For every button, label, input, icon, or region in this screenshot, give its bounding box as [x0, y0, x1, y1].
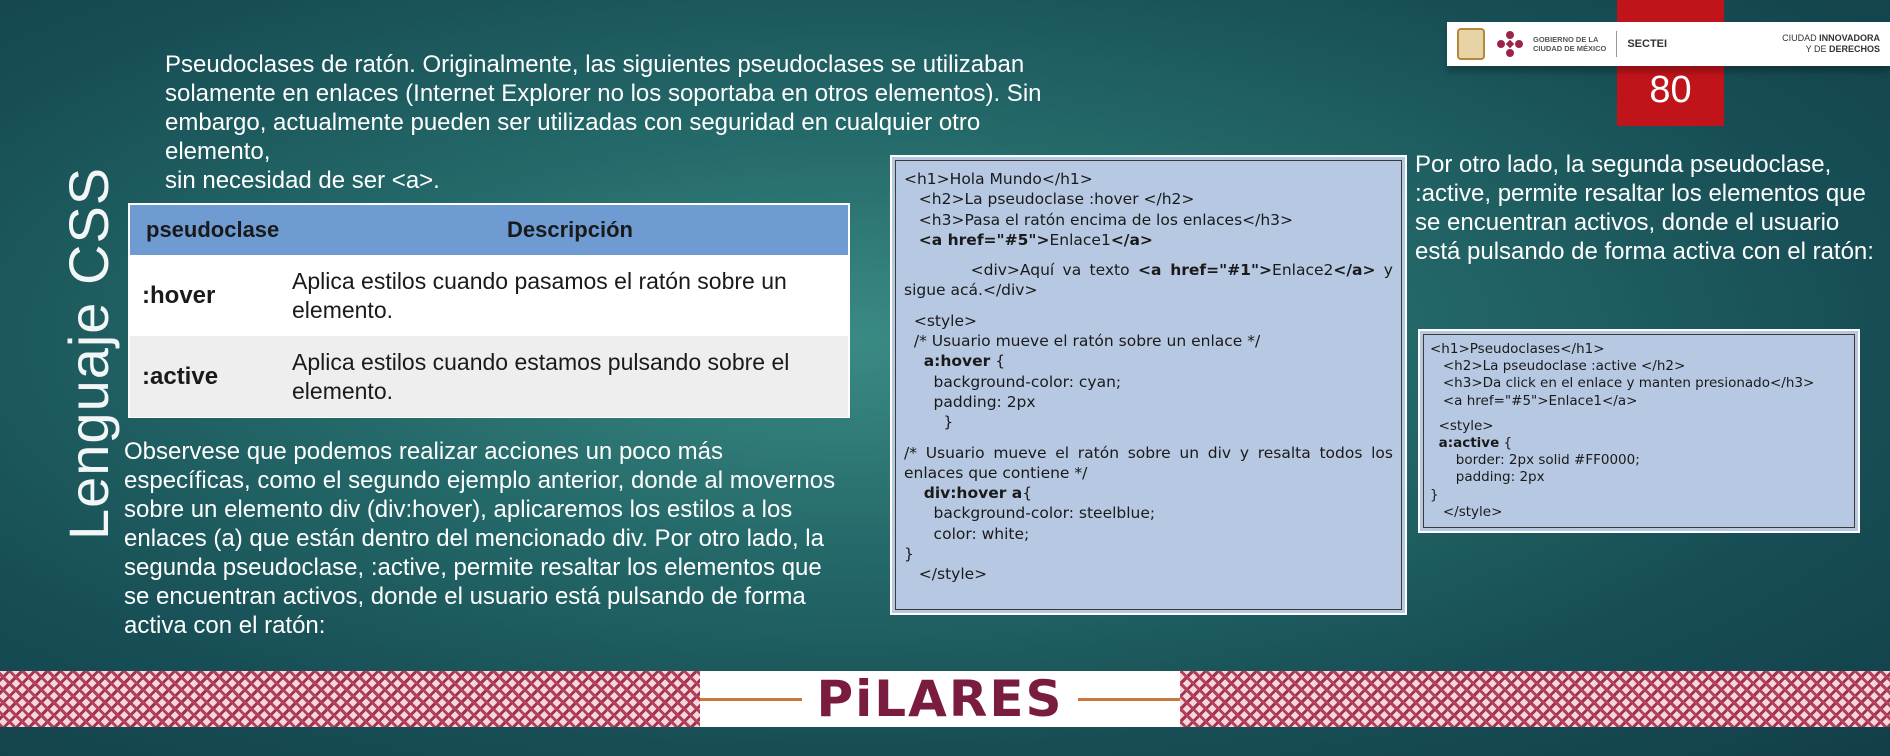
- code-line: }: [904, 545, 914, 564]
- side-title: Lenguaje CSS: [57, 166, 120, 540]
- pseudoclass-name: :active: [142, 363, 219, 390]
- code-line: <h2>La pseudoclase :active </h2>: [1430, 358, 1686, 375]
- table-row: [130, 255, 848, 336]
- code-line: background-color: cyan;: [904, 372, 1122, 391]
- intro-line: Pseudoclases de ratón. Originalmente, las siguientes pseudoclases se utilizaban: [165, 51, 1025, 78]
- city-slogan: CIUDAD INNOVADORA Y DE DERECHOS: [1782, 33, 1880, 54]
- column-header: pseudoclase: [146, 217, 280, 242]
- intro-line: embargo, actualmente pueden ser utilizadas con seguridad en cualquier otro: [165, 109, 981, 136]
- cdmx-logo-icon: [1495, 29, 1525, 59]
- code-line: <style>: [904, 311, 977, 330]
- code-line: <h1>Pseudoclases</h1>: [1430, 341, 1605, 357]
- intro-line: elemento,: [165, 138, 271, 165]
- code-line: }: [904, 413, 954, 432]
- code-line: </style>: [1430, 503, 1503, 520]
- active-explanation: Por otro lado, la segunda pseudoclase, :active, permite resaltar los elementos que se encuentran activos, donde el usuario está pulsando de forma activa con el ratón:: [1415, 151, 1874, 265]
- code-line: div:hover a{: [923, 484, 1033, 503]
- code-line: a:active {: [1438, 435, 1513, 452]
- footer-line: [1078, 698, 1180, 701]
- observation-paragraph: Observese que podemos realizar acciones un poco más específicas, como el segundo ejemplo anterior, donde al movernos sobre un elemento div (div:hover), aplicaremos los estilos a los enlaces (a) que están dentro del mencionado div. Por otro lado, la segunda pseudoclase, :active, permite resaltar los elementos que se encuentran activos, donde el usuario está pulsando de forma activa con el ratón:: [124, 438, 836, 639]
- pseudoclass-description: Aplica estilos cuando estamos pulsando sobre el elemento.: [292, 348, 790, 404]
- pseudoclass-table: [128, 203, 850, 418]
- intro-line: sin necesidad de ser <a>.: [165, 167, 440, 194]
- header-logo-bar: [1447, 22, 1890, 66]
- table-row: [130, 336, 848, 417]
- code-line: /* Usuario mueve el ratón sobre un enlace */: [904, 332, 1261, 351]
- sectei-label: SECTEI: [1627, 38, 1668, 50]
- active-code-example: [1418, 329, 1860, 533]
- code-line: color: white;: [904, 524, 1030, 543]
- pseudoclass-name: :hover: [142, 282, 216, 309]
- code-line: <h2>La pseudoclase :hover </h2>: [904, 190, 1195, 209]
- intro-line: solamente en enlaces (Internet Explorer no los soportaba en otros elementos). Sin: [165, 80, 1042, 107]
- code-line: <div>Aquí va texto <a href="#1">Enlace2</a> y sigue acá.</div>: [904, 261, 1393, 300]
- code-line: padding: 2px: [1430, 469, 1545, 486]
- code-line: a:hover {: [923, 352, 1006, 371]
- column-header: Descripción: [507, 217, 633, 242]
- code-line: <h3>Da click en el enlace y manten presionado</h3>: [1430, 375, 1815, 392]
- code-line: /* Usuario mueve el ratón sobre un div y resalta todos los enlaces que contiene */: [904, 443, 1393, 482]
- code-line: </style>: [904, 565, 988, 584]
- code-line: <h1>Hola Mundo</h1>: [904, 170, 1093, 188]
- hover-code-example: [890, 155, 1407, 615]
- code-line: <a href="#5">Enlace1</a>: [918, 230, 1153, 249]
- code-line: <a href="#5">Enlace1</a>: [1430, 392, 1638, 409]
- code-line: }: [1430, 486, 1439, 503]
- code-line: <h3>Pasa el ratón encima de los enlaces</h3>: [904, 210, 1294, 229]
- government-label: GOBIERNO DE LA CIUDAD DE MÉXICO: [1533, 35, 1607, 53]
- pseudoclass-description: Aplica estilos cuando pasamos el ratón sobre un elemento.: [292, 267, 787, 323]
- code-line: border: 2px solid #FF0000;: [1430, 452, 1640, 469]
- table-header: [130, 205, 848, 255]
- pilares-logo: PiLARES: [816, 670, 1064, 728]
- code-line: padding: 2px: [904, 392, 1036, 411]
- code-line: <style>: [1430, 417, 1494, 434]
- coat-of-arms-icon: [1457, 28, 1485, 60]
- footer-logo-panel: [700, 671, 1180, 727]
- footer-line: [700, 698, 802, 701]
- logo-divider: [1616, 31, 1617, 57]
- code-line: background-color: steelblue;: [904, 504, 1156, 523]
- page-number-badge: 80: [1617, 0, 1724, 126]
